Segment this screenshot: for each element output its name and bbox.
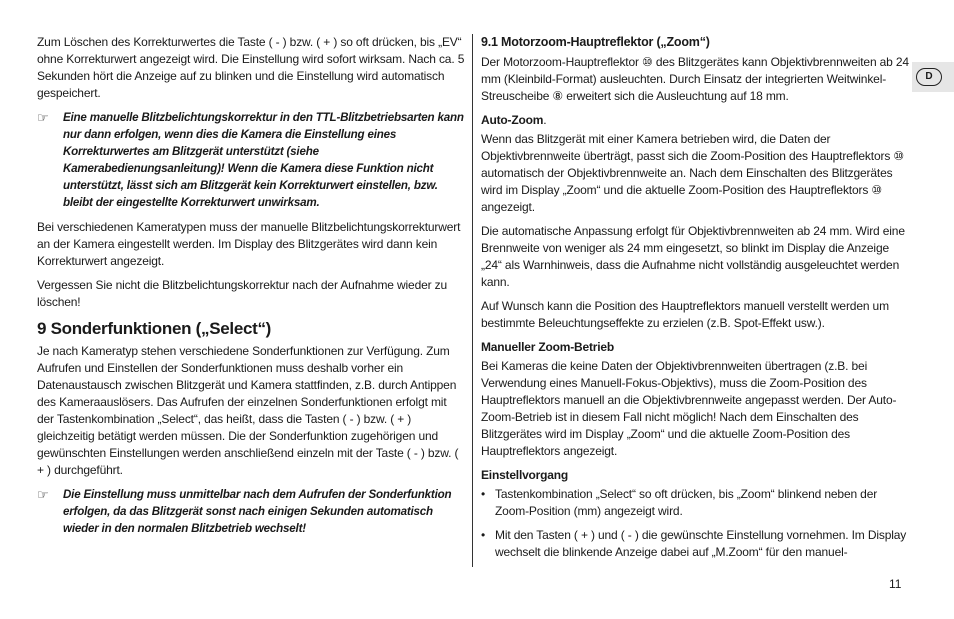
bullet-icon: • <box>481 528 486 542</box>
page-number: 11 <box>889 577 902 591</box>
section-heading-special-functions: 9 Sonderfunktionen („Select“) <box>37 319 272 338</box>
paragraph-motorzoom: Der Motorzoom-Hauptreflektor ⑩ des Blitzgerätes kann Objektivbrennweiten ab 24 mm (Kleinbild-Format) ausleuchten. Durch Einsatz der integrierten Weitwinkel-Streuscheibe ⑧ erweitert sich die Ausleuchtung auf 18 mm. <box>481 55 909 103</box>
paragraph-manual-zoom: Bei Kameras die keine Daten der Objektivbrennweiten übertragen (z.B. bei Verwendung eines Manuell-Fokus-Objektivs), muss die Zoom-Position des Hauptreflektors manuell an die Objektivbrennweite angepasst werden. Der Auto-Zoom-Betrieb ist in diesem Fall nicht möglich! Nach dem Einschalten des Blitzgerätes wird im Display „Zoom“ und die aktuelle Zoom-Position des Hauptreflektors angezeigt. <box>481 359 897 458</box>
bullet-icon: • <box>481 487 486 501</box>
language-badge: D <box>916 68 942 86</box>
note-manual-correction <box>37 109 465 211</box>
right-column <box>481 34 911 568</box>
paragraph-camera-types: Bei verschiedenen Kameratypen muss der manuelle Blitzbelichtungskorrekturwert an der Kamera eingestellt werden. Im Display des Blitzgerätes wird dann kein Korrekturwert angezeigt. <box>37 220 461 268</box>
subheading-auto-zoom-period: . <box>543 113 547 127</box>
paragraph-auto-adjust: Die automatische Anpassung erfolgt für Objektivbrennweiten ab 24 mm. Wird eine Brennweite von weniger als 24 mm eingesetzt, so blinkt im Display die Anzeige „24“ als Warnhinweis, dass die Aufnahme nicht vollständig ausgeleuchtet werden kann. <box>481 224 905 289</box>
column-divider <box>472 34 473 567</box>
list-item <box>481 527 911 561</box>
pointing-hand-icon: ☞ <box>37 110 49 125</box>
list-item-text: Tastenkombination „Select“ so oft drücken, bis „Zoom“ blinkend neben der Zoom-Position (mm) angezeigt wird. <box>495 487 878 518</box>
paragraph-auto-zoom: Wenn das Blitzgerät mit einer Kamera betrieben wird, die Daten der Objektivbrennweite überträgt, passt sich die Zoom-Position des Hauptreflektors ⑩ automatisch der Objektivbrennweite an. Nach dem Einschalten des Blitzgerätes wird im Display „Zoom“ und die aktuelle Zoom-Position des Hauptreflektors ⑩ angezeigt. <box>481 132 904 214</box>
paragraph-special-functions: Je nach Kameratyp stehen verschiedene Sonderfunktionen zur Verfügung. Zum Aufrufen und Einstellen der Sonderfunktionen muss deshalb vorher ein Datenaustausch zwischen Blitzgerät und Kamera stattfinden, z.B. durch Antippen des Kameraauslösers. Das Aufrufen der einzelnen Sonderfunktionen erfolgt mit der Tastenkombination „Select“, das heißt, dass die Tasten ( - ) bzw. ( + ) gleichzeitig betätigt werden müssen. Die der Sonderfunktion zugehörigen und gewünschten Einstellungen werden anschließend einzeln mit der Taste ( - ) bzw. ( + ) durchgeführt. <box>37 344 459 477</box>
paragraph-delete-correction: Zum Löschen des Korrekturwertes die Taste ( - ) bzw. ( + ) so oft drücken, bis „EV“ ohne Korrekturwert angezeigt wird. Die Einstellung wird sofort wirksam. Nach ca. 5 Sekunden hört die Anzeige auf zu blinken und die Einstellung wird automatisch gespeichert. <box>37 35 465 100</box>
section-heading-motorzoom: 9.1 Motorzoom-Hauptreflektor („Zoom“) <box>481 35 710 49</box>
pointing-hand-icon: ☞ <box>37 487 49 502</box>
subheading-manual-zoom: Manueller Zoom-Betrieb <box>481 340 614 354</box>
list-item-text: Mit den Tasten ( + ) und ( - ) die gewünschte Einstellung vornehmen. Im Display wechselt die blinkende Anzeige dabei auf „M.Zoom“ für den manuel- <box>495 528 907 559</box>
note-text: Eine manuelle Blitzbelichtungskorrektur in den TTL-Blitzbetriebsarten kann nur dann erfolgen, wenn dies die Kamera die Einstellung eines Korrekturwertes am Blitzgerät unterstützt (siehe Kamerabedienungsanleitung)! Wenn die Kamera diese Funktion nicht unterstützt, lässt sich am Blitzgerät kein Korrekturwert einstellen, bzw. bleibt der eingestellte Korrekturwert unwirksam. <box>63 111 464 209</box>
note-text: Die Einstellung muss unmittelbar nach dem Aufrufen der Sonderfunktion erfolgen, da das Blitzgerät sonst nach einigen Sekunden automatisch wieder in den normalen Blitzbetrieb wechselt! <box>63 488 452 535</box>
paragraph-reminder: Vergessen Sie nicht die Blitzbelichtungskorrektur nach der Aufnahme wieder zu löschen! <box>37 278 448 309</box>
list-item <box>481 486 911 520</box>
subheading-auto-zoom <box>481 112 911 129</box>
left-column <box>37 34 465 545</box>
note-setting-timeout <box>37 486 465 537</box>
paragraph-manual-adjust: Auf Wunsch kann die Position des Hauptreflektors manuell verstellt werden um bestimmte Beleuchtungseffekte zu erzielen (z.B. Spot-Effekt usw.). <box>481 299 889 330</box>
subheading-auto-zoom-label: Auto-Zoom <box>481 113 544 127</box>
subheading-procedure: Einstellvorgang <box>481 468 569 482</box>
